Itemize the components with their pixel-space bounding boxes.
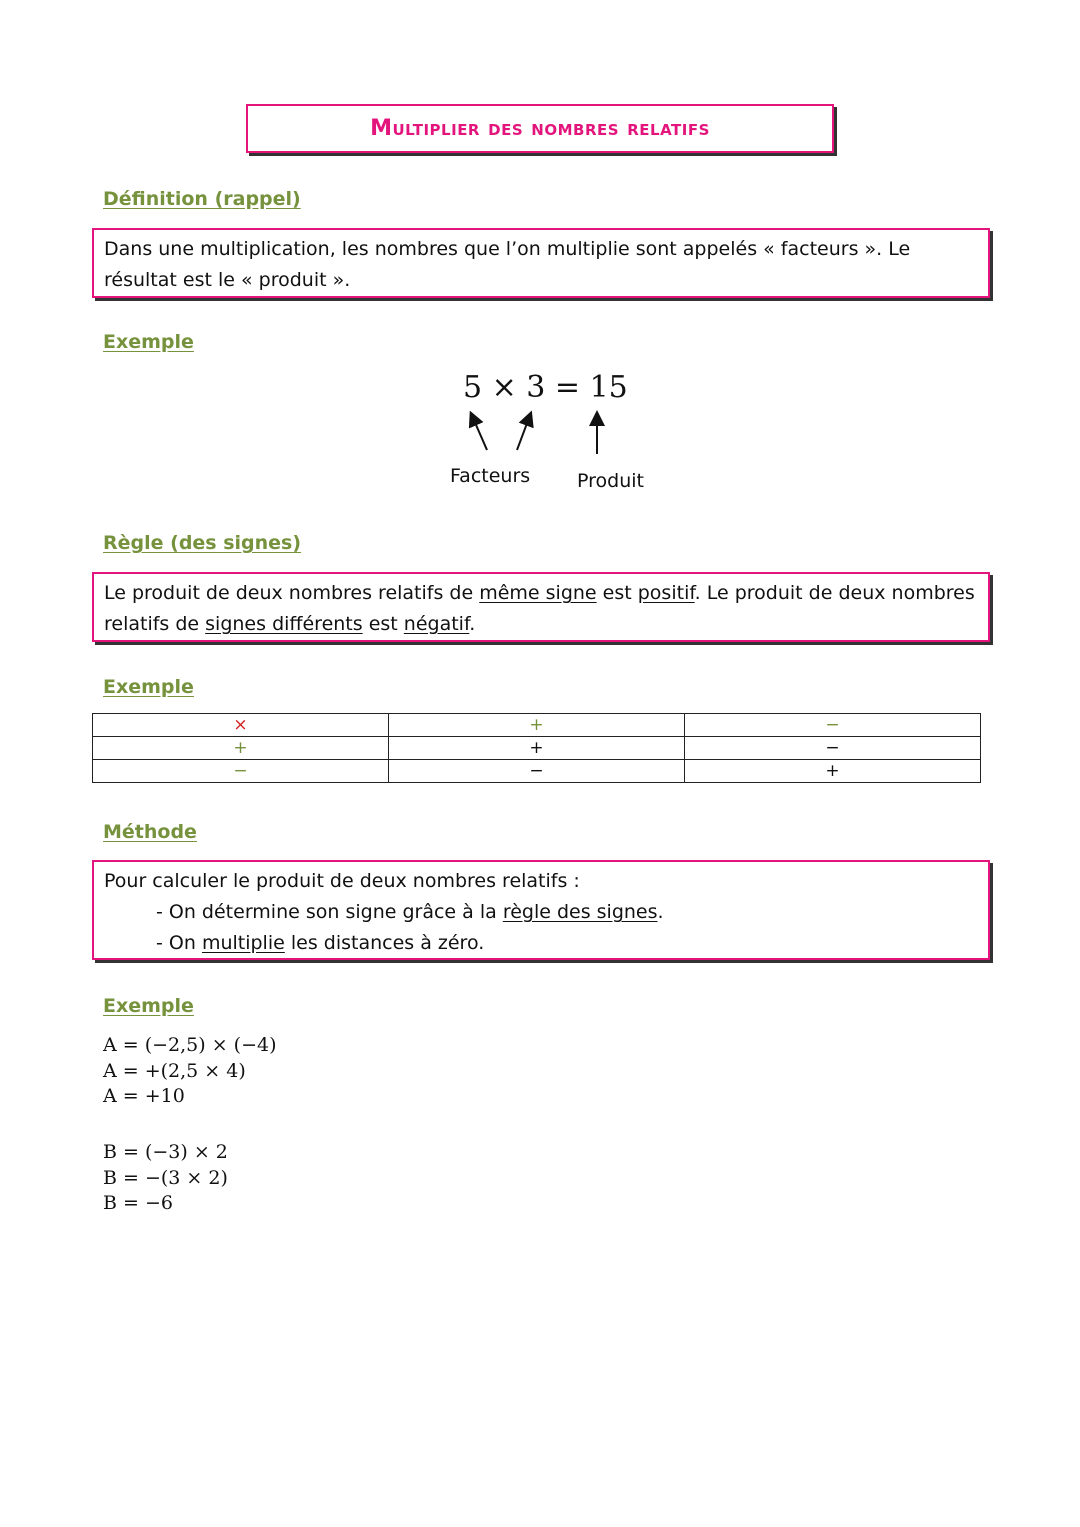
rule-seg: est	[596, 582, 638, 604]
rule-seg-underlined: signes différents	[205, 613, 363, 635]
rule-seg-underlined: positif	[637, 582, 695, 604]
table-row	[93, 737, 981, 760]
table-cell: +	[685, 760, 981, 783]
calc-a	[103, 1033, 277, 1110]
table-cell: −	[389, 760, 685, 783]
step-text: .	[657, 901, 664, 923]
example3-heading: Exemple	[103, 995, 194, 1017]
table-cell: +	[389, 737, 685, 760]
page-title: Multiplier des nombres relatifs	[246, 104, 834, 153]
rule-heading: Règle (des signes)	[103, 532, 302, 554]
step-text: les distances à zéro.	[284, 932, 485, 954]
rule-seg-underlined: négatif	[403, 613, 470, 635]
table-cell: ×	[93, 714, 389, 737]
rule-seg: Le produit de deux nombres relatifs de	[104, 582, 480, 604]
table-cell: +	[93, 737, 389, 760]
factors-label: Facteurs	[450, 465, 531, 487]
calc-line: A = +(2,5 × 4)	[103, 1059, 246, 1082]
step-text: - On	[156, 932, 202, 954]
sign-table	[92, 713, 981, 783]
calc-line: A = +10	[103, 1085, 185, 1107]
table-cell: −	[685, 714, 981, 737]
rule-seg: . Le produit de deux nombres relatifs de	[104, 582, 975, 635]
method-step-2	[104, 928, 978, 959]
calc-b	[103, 1140, 228, 1217]
step-text-underlined: règle des signes	[502, 901, 658, 923]
example-equation: 5 × 3 = 15	[463, 370, 628, 405]
product-label: Produit	[577, 470, 644, 492]
calc-line: B = −(3 × 2)	[103, 1166, 228, 1189]
step-text: - On détermine son signe grâce à la	[156, 901, 503, 923]
table-cell: +	[389, 714, 685, 737]
rule-seg: est	[362, 613, 404, 635]
definition-box	[92, 228, 990, 298]
rule-seg: .	[469, 613, 476, 635]
rule-seg-underlined: même signe	[479, 582, 597, 604]
method-heading: Méthode	[103, 821, 197, 843]
step-text-underlined: multiplie	[201, 932, 285, 954]
example2-heading: Exemple	[103, 676, 194, 698]
definition-text: Dans une multiplication, les nombres que l’on multiplie sont appelés « facteurs ». Le résultat est le « produit ».	[104, 238, 911, 291]
table-row	[93, 714, 981, 737]
definition-heading: Définition (rappel)	[103, 188, 301, 210]
method-intro: Pour calculer le produit de deux nombres relatifs :	[104, 870, 580, 892]
method-step-1	[104, 897, 978, 928]
table-cell: −	[93, 760, 389, 783]
calc-line: B = −6	[103, 1192, 173, 1214]
calc-line: B = (−3) × 2	[103, 1141, 228, 1163]
calc-line: A = (−2,5) × (−4)	[103, 1034, 277, 1056]
example-heading: Exemple	[103, 331, 194, 353]
table-row	[93, 760, 981, 783]
arrows-icon	[460, 408, 620, 458]
method-box	[92, 860, 990, 960]
table-cell: −	[685, 737, 981, 760]
rule-box	[92, 572, 990, 642]
